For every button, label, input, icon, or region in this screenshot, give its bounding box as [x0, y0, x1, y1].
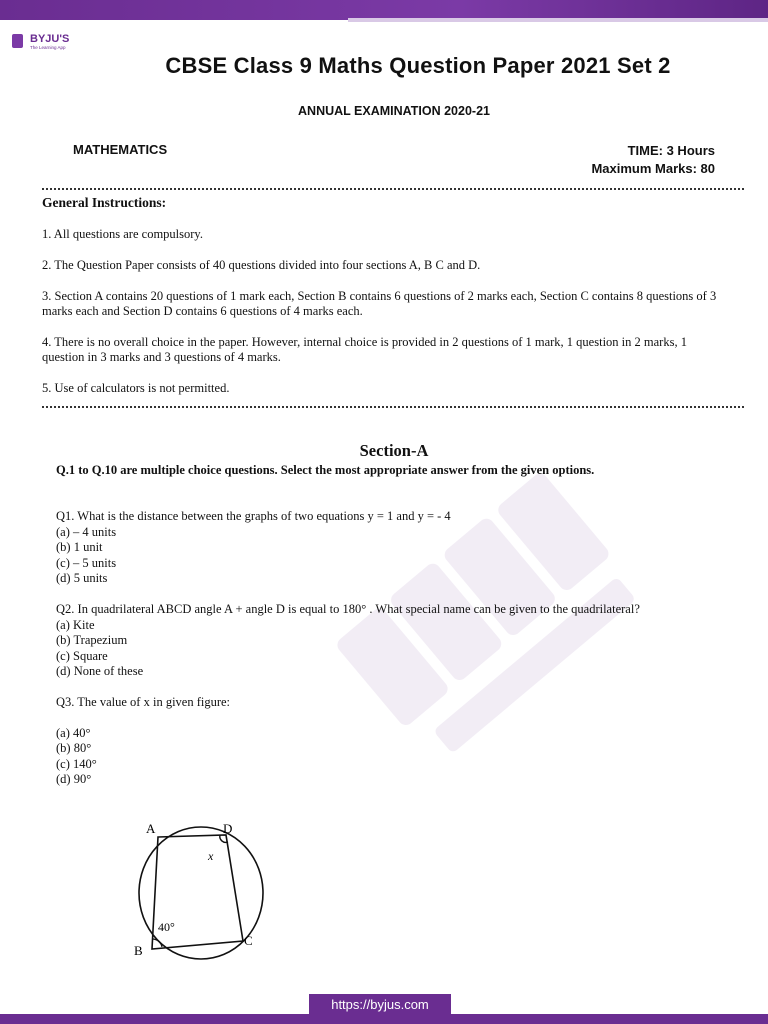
footer-url-link[interactable]: https://byjus.com — [309, 994, 451, 1016]
label-b: B — [134, 943, 143, 958]
question-text: Q1. What is the distance between the graphs of two equations y = 1 and y = - 4 — [56, 509, 451, 523]
instruction-item: 2. The Question Paper consists of 40 questions divided into four sections A, B C and D. — [42, 258, 481, 272]
instructions-heading: General Instructions: — [42, 195, 167, 210]
logo-brand: BYJU'S — [30, 33, 70, 45]
option: (d) None of these — [56, 664, 144, 678]
logo-tagline: The Learning App — [30, 45, 66, 50]
max-marks-label: Maximum Marks: 80 — [591, 161, 715, 176]
page-title: CBSE Class 9 Maths Question Paper 2021 Set 2 — [165, 53, 671, 78]
option: (d) 5 units — [56, 571, 108, 585]
option: (b) 80° — [56, 741, 92, 755]
label-d: D — [223, 821, 233, 836]
question-2 — [56, 602, 736, 680]
option: (c) 140° — [56, 756, 97, 771]
label-x: x — [208, 849, 214, 863]
option: (c) – 5 units — [56, 555, 117, 570]
time-label: TIME: 3 Hours — [627, 143, 715, 158]
option: (b) 1 unit — [56, 540, 103, 554]
divider-bottom — [42, 406, 744, 408]
top-banner-shade — [348, 18, 768, 22]
section-title: Section-A — [359, 441, 429, 460]
question-text: Q3. The value of x in given figure: — [56, 695, 231, 709]
angle-b-arc — [153, 939, 162, 947]
question-text: Q2. In quadrilateral ABCD angle A + angle D is equal to 180° . What special name can be given to the quadrilateral? — [56, 602, 640, 616]
question-1 — [56, 509, 736, 587]
instruction-item: 1. All questions are compulsory. — [42, 227, 203, 241]
label-c: C — [244, 933, 253, 948]
time-marks-block — [591, 142, 715, 178]
option: (a) Kite — [56, 617, 95, 632]
label-a: A — [146, 821, 156, 836]
option: (d) 90° — [56, 772, 92, 786]
option: (a) 40° — [56, 725, 91, 740]
instruction-item: 5. Use of calculators is not permitted. — [42, 381, 230, 395]
divider-top — [42, 188, 744, 190]
question-3 — [56, 695, 736, 788]
cyclic-quadrilateral-figure — [128, 815, 268, 965]
label-40: 40° — [158, 920, 175, 934]
option: (b) Trapezium — [56, 633, 128, 647]
byjus-logo-icon — [12, 34, 23, 48]
option: (a) – 4 units — [56, 524, 117, 539]
instruction-item: 4. There is no overall choice in the paper. However, internal choice is provided in 2 questions of 1 mark, 1 question in 2 marks, 1 question in 3 marks and 3 questions of 4 marks. — [42, 335, 687, 364]
exam-name: ANNUAL EXAMINATION 2020-21 — [298, 104, 490, 118]
top-banner — [0, 0, 768, 20]
byjus-logo — [12, 34, 69, 52]
section-note: Q.1 to Q.10 are multiple choice questions. Select the most appropriate answer from the given options. — [56, 463, 595, 477]
subject-label: MATHEMATICS — [73, 142, 168, 157]
instruction-item: 3. Section A contains 20 questions of 1 mark each, Section B contains 6 questions of 2 marks each, Section C contains 8 questions of 3 marks each and Section D contains 6 questions of 4 marks each. — [42, 289, 717, 318]
option: (c) Square — [56, 648, 108, 663]
